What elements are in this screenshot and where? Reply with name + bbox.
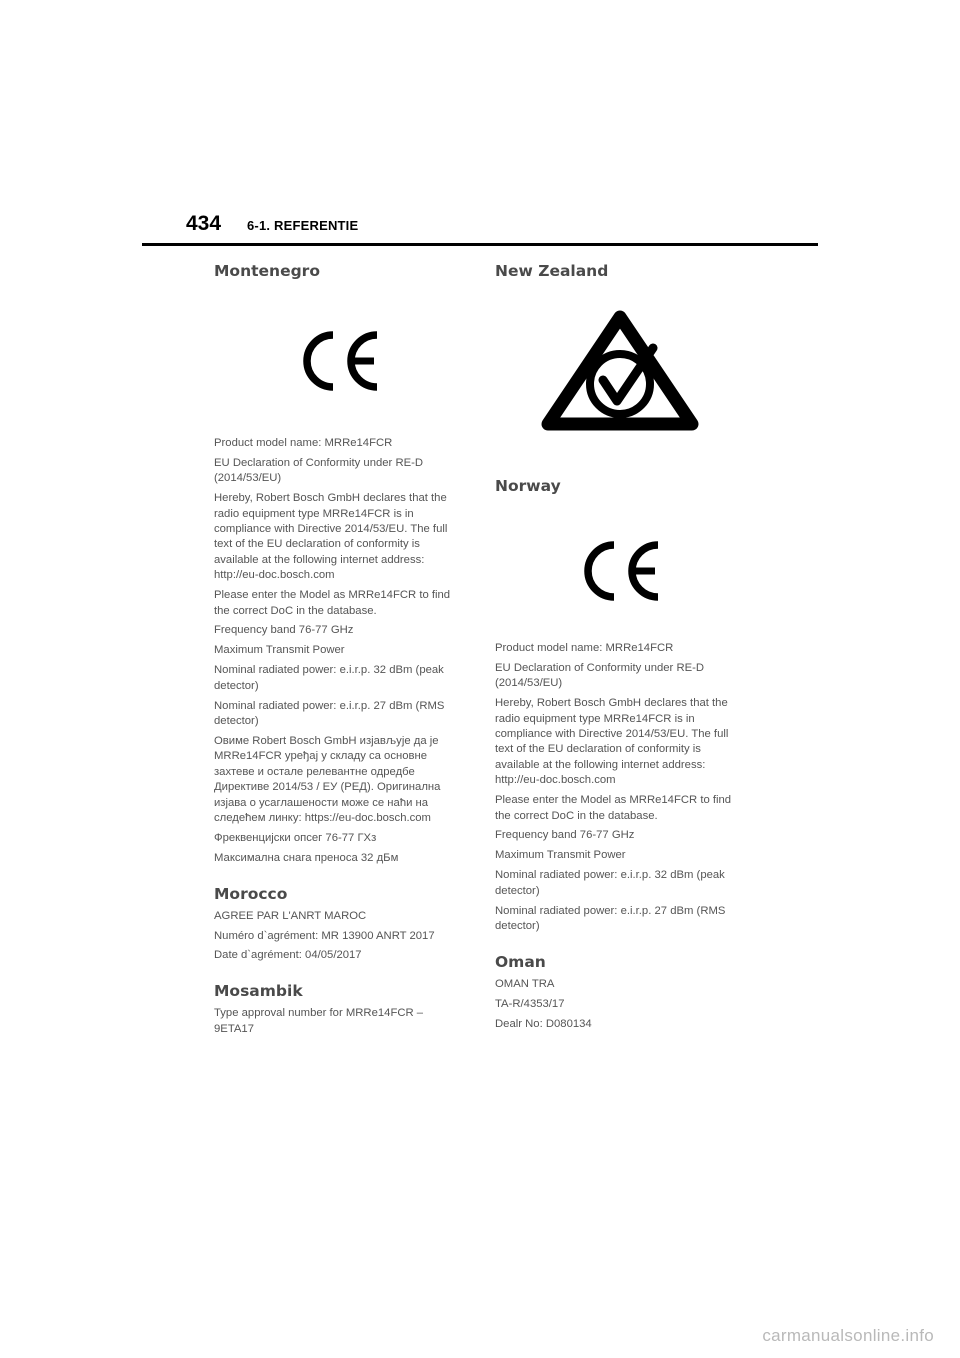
paragraph: Please enter the Model as MRRe14FCR to find the correct DoC in the database. <box>214 589 451 617</box>
paragraph: Maximum Transmit Power <box>214 644 345 657</box>
paragraph: Date d`agrément: 04/05/2017 <box>214 949 362 962</box>
paragraph: Maximum Transmit Power <box>495 849 626 862</box>
paragraph: Type approval number for MRRe14FCR – 9ETA17 <box>214 1007 424 1035</box>
paragraph: Dealr No: D080134 <box>495 1017 592 1030</box>
section-heading-morocco: Morocco <box>214 884 288 903</box>
morocco-section <box>214 885 464 964</box>
paragraph: Frequency band 76-77 GHz <box>214 624 354 637</box>
paragraph: EU Declaration of Conformity under RE-D (2014/53/EU) <box>214 456 424 485</box>
paragraph: Product model name: MRRe14FCR <box>214 437 393 449</box>
paragraph: Максимална снага преноса 32 дБм <box>214 851 399 864</box>
paragraph: TA-R/4353/17 <box>495 997 565 1010</box>
ce-mark-icon <box>495 501 745 641</box>
mosambik-section <box>214 982 464 1037</box>
paragraph: Please enter the Model as MRRe14FCR to find the correct DoC in the database. <box>495 794 732 822</box>
ce-mark-icon <box>214 286 464 436</box>
section-title: 6-1. REFERENTIE <box>247 218 359 233</box>
watermark: carmanualsonline.info <box>762 1326 934 1345</box>
paragraph: Овиме Robert Bosch GmbH изјављује да је MRRe14FCR уређај у складу са основне захтеве и остале релевантне одредбе Директиве 2014/53 / ЕУ (РЕД). Оригинална изјава о усаглашености може се наћи на следећем линку: https://eu-doc.bosch.com <box>214 734 441 824</box>
page-number: 434 <box>186 212 222 235</box>
paragraph: Nominal radiated power: e.i.r.p. 32 dBm (peak detector) <box>495 869 725 897</box>
section-heading-norway: Norway <box>495 477 561 495</box>
paragraph: Nominal radiated power: e.i.r.p. 27 dBm (RMS detector) <box>495 904 726 932</box>
paragraph: Nominal radiated power: e.i.r.p. 32 dBm (peak detector) <box>214 664 444 692</box>
right-column <box>495 262 745 1037</box>
header-rule <box>142 243 818 246</box>
new-zealand-section <box>495 262 745 451</box>
paragraph: EU Declaration of Conformity under RE-D (2014/53/EU) <box>495 661 705 690</box>
section-heading-oman: Oman <box>495 952 546 971</box>
rcm-compliance-mark-icon <box>495 286 745 451</box>
section-heading-mosambik: Mosambik <box>214 982 303 1001</box>
paragraph: Frequency band 76-77 GHz <box>495 829 635 842</box>
paragraph: Numéro d`agrément: MR 13900 ANRT 2017 <box>214 929 435 942</box>
oman-section <box>495 953 745 1032</box>
paragraph: OMAN TRA <box>495 977 555 990</box>
montenegro-section <box>214 262 464 866</box>
paragraph: Фреквенцијски опсег 76-77 ГХз <box>214 831 377 844</box>
norway-section <box>495 477 745 934</box>
paragraph: Product model name: MRRe14FCR <box>495 642 674 654</box>
paragraph: Hereby, Robert Bosch GmbH declares that the radio equipment type MRRe14FCR is in compliance with Directive 2014/53/EU. The full text of the EU declaration of conformity is available at the following internet address: http://eu-doc.bosch.com <box>214 492 448 582</box>
paragraph: Hereby, Robert Bosch GmbH declares that the radio equipment type MRRe14FCR is in compliance with Directive 2014/53/EU. The full text of the EU declaration of conformity is available at the following internet address: http://eu-doc.bosch.com <box>495 697 729 787</box>
left-column <box>214 262 464 1042</box>
paragraph: Nominal radiated power: e.i.r.p. 27 dBm (RMS detector) <box>214 699 445 727</box>
section-heading-montenegro: Montenegro <box>214 262 320 280</box>
section-heading-new-zealand: New Zealand <box>495 262 609 280</box>
paragraph: AGREE PAR L'ANRT MAROC <box>214 909 367 922</box>
